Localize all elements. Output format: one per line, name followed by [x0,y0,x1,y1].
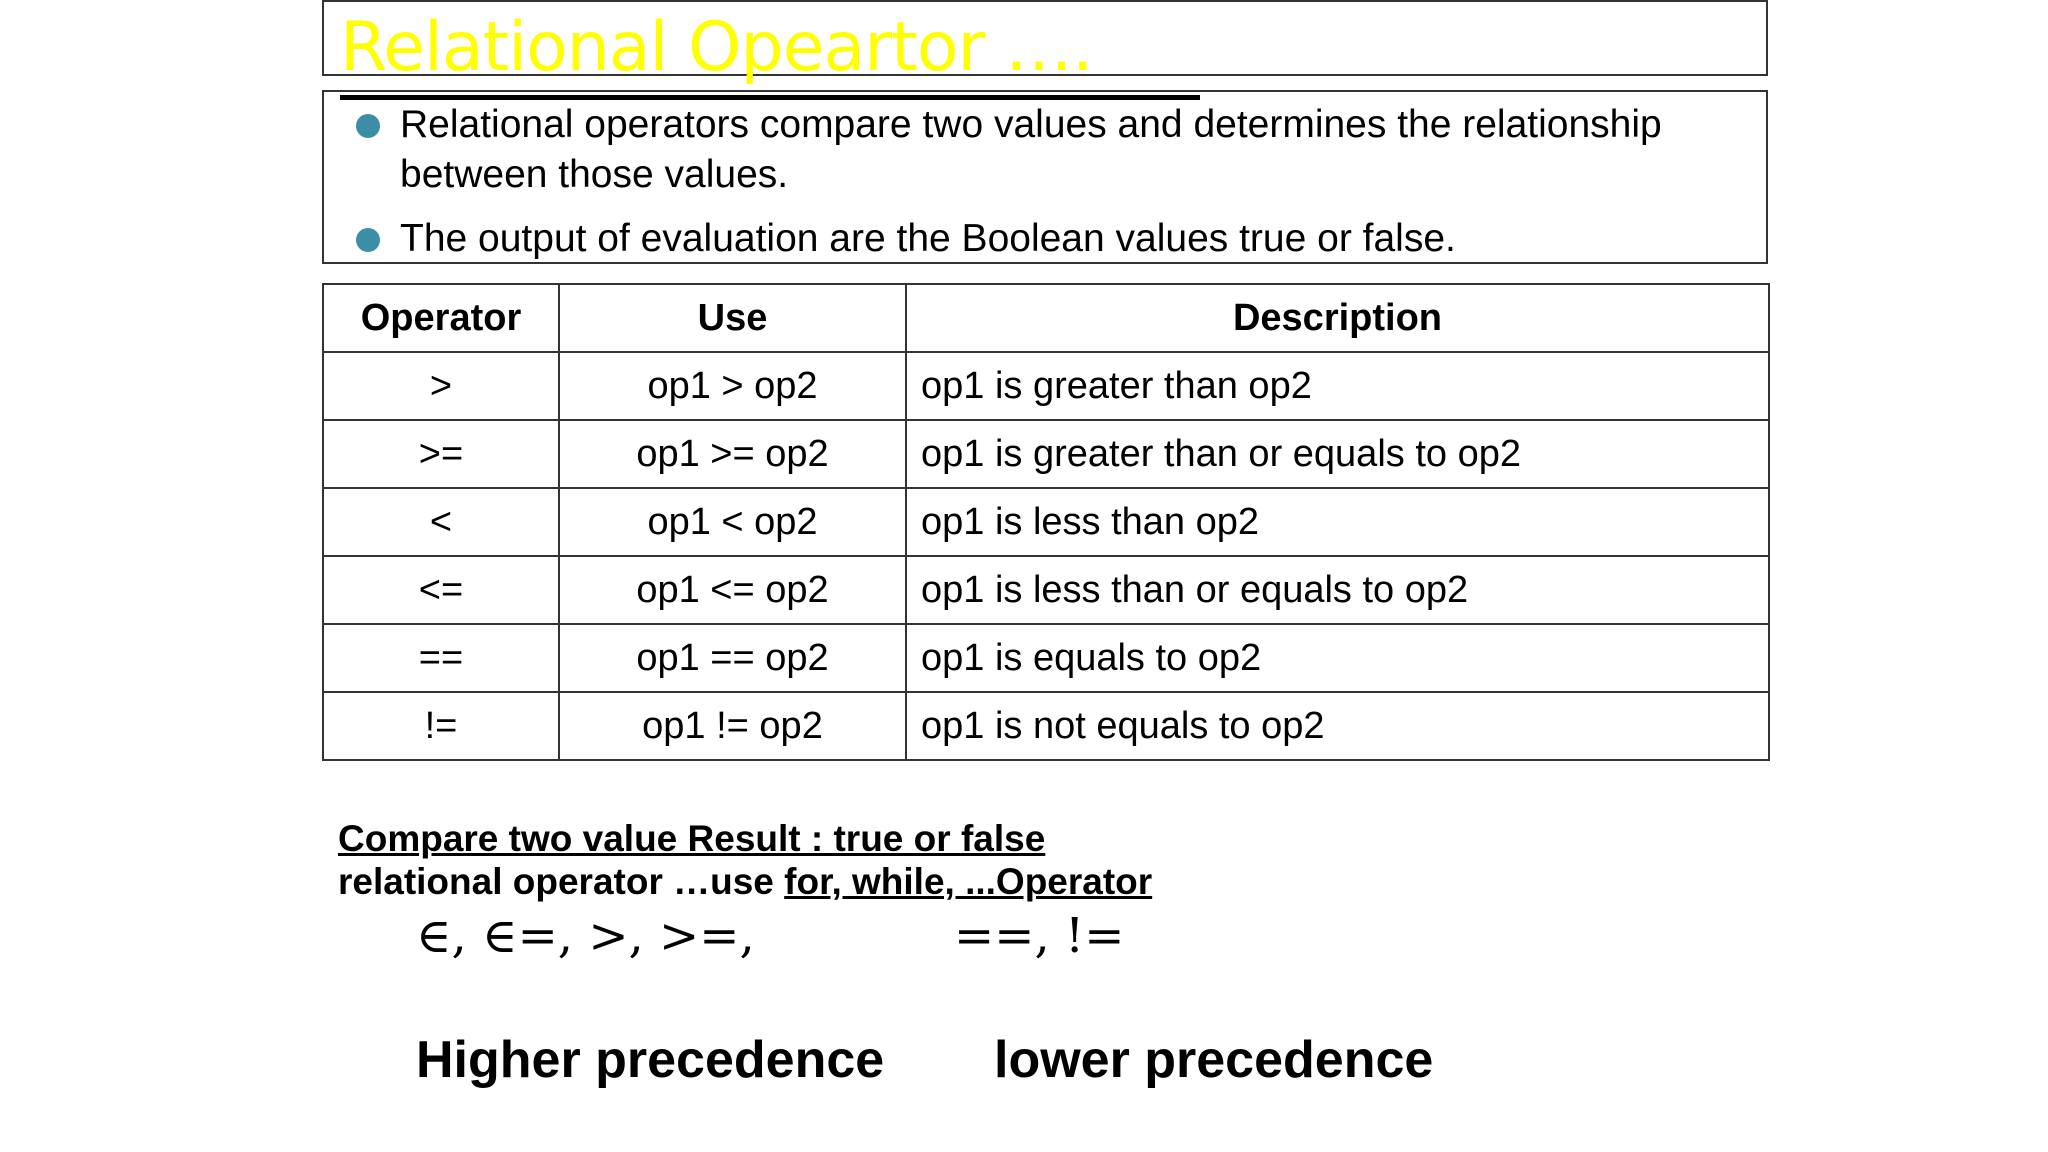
bullet-dot-icon [356,228,380,252]
table-row [323,692,1769,760]
use-cell: op1 != op2 [559,692,906,760]
higher-precedence-label: Higher precedence [416,1031,885,1089]
description-cell: op1 is less than op2 [906,488,1769,556]
operator-cell: == [323,624,559,692]
usage-note [338,861,1152,903]
description-cell: op1 is greater than op2 [906,352,1769,420]
description-cell: op1 is less than or equals to op2 [906,556,1769,624]
description-cell: op1 is equals to op2 [906,624,1769,692]
lower-precedence-label: lower precedence [994,1031,1434,1089]
use-cell: op1 < op2 [559,488,906,556]
operator-cell: <= [323,556,559,624]
operator-cell: != [323,692,559,760]
operator-table [322,283,1770,761]
slide-title: Relational Opeartor …. [340,8,1093,87]
bullet-item [356,100,1736,200]
lower-precedence-symbols: ==, != [954,908,1125,964]
description-cell: op1 is not equals to op2 [906,692,1769,760]
header-use: Use [559,284,906,352]
usage-note-underlined: for, while, ...Operator [784,861,1153,902]
use-cell: op1 > op2 [559,352,906,420]
table-row [323,420,1769,488]
table-row [323,352,1769,420]
operator-cell: > [323,352,559,420]
table-row [323,488,1769,556]
operator-cell: >= [323,420,559,488]
operator-cell: < [323,488,559,556]
use-cell: op1 <= op2 [559,556,906,624]
bullet-item [356,214,1736,264]
bullet-dot-icon [356,114,380,138]
compare-note: Compare two value Result : true or false [338,818,1046,859]
bullet-text: Relational operators compare two values and determines the relationship between those values. [400,103,1662,196]
use-cell: op1 == op2 [559,624,906,692]
bullet-text: The output of evaluation are the Boolean values true or false. [400,217,1456,260]
header-description: Description [906,284,1769,352]
description-cell: op1 is greater than or equals to op2 [906,420,1769,488]
use-cell: op1 >= op2 [559,420,906,488]
header-operator: Operator [323,284,559,352]
higher-precedence-symbols: ∈, ∈=, >, >=, [416,908,755,964]
table-header-row [323,284,1769,352]
table-row [323,624,1769,692]
table-row [323,556,1769,624]
usage-note-plain: relational operator …use [338,861,785,902]
